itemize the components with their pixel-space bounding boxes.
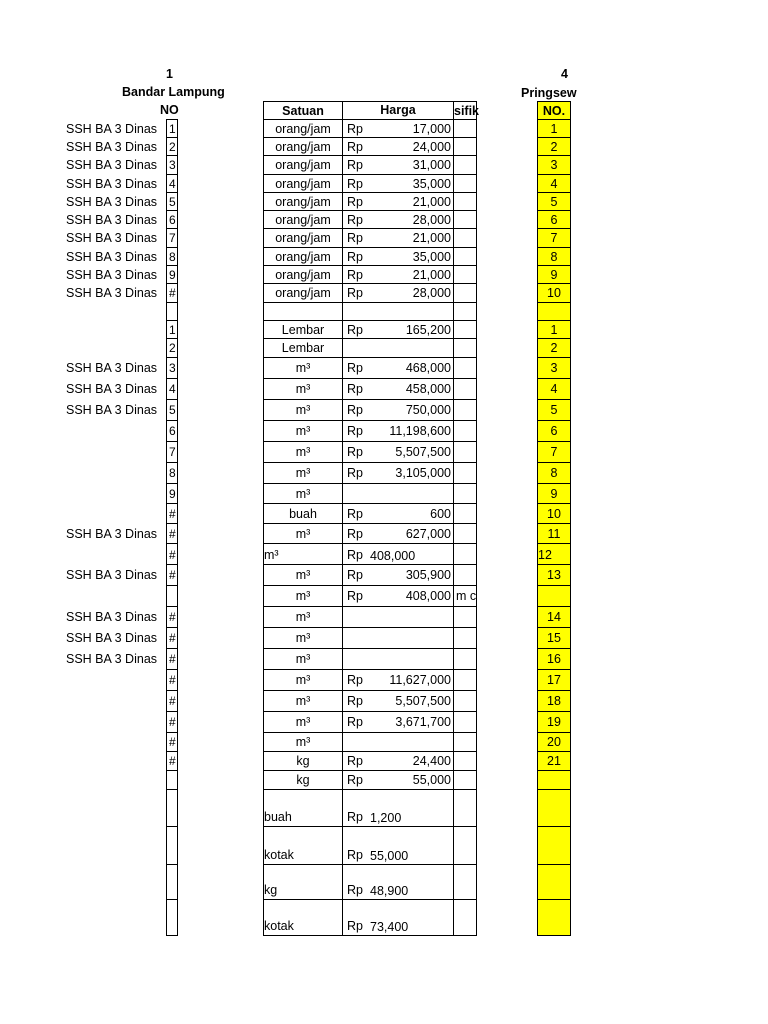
row-label: [66, 338, 162, 358]
row-harga: 31,000: [412, 158, 451, 172]
row-no4: 2: [537, 137, 571, 156]
row-satuan: m³: [263, 564, 343, 586]
row-no4: 9: [537, 483, 571, 504]
row-extra: m c: [453, 585, 477, 607]
row-label: [66, 503, 162, 524]
row-no: #: [166, 648, 178, 670]
row-satuan: orang/jam: [263, 228, 343, 248]
row-label: SSH BA 3 Dinas: [66, 267, 158, 282]
row-satuan: orang/jam: [263, 137, 343, 156]
column-4-city: Pringsew: [521, 86, 577, 100]
row-satuan: orang/jam: [263, 192, 343, 211]
row-no4: 13: [537, 564, 571, 586]
row-no4: 3: [537, 155, 571, 175]
row-rp: Rp: [342, 357, 454, 379]
row-rp: Rp: [342, 669, 454, 691]
row-label: [66, 711, 162, 733]
row-harga: 627,000: [405, 526, 451, 541]
row-satuan: m³: [263, 690, 343, 712]
row-no4: 10: [537, 503, 571, 524]
row-harga: 48,900: [370, 884, 409, 898]
row-no: 1: [166, 119, 178, 138]
row-rp: Rp: [342, 441, 454, 463]
row-label: SSH BA 3 Dinas: [66, 212, 158, 227]
row-harga: 468,000: [405, 361, 451, 375]
row-extra: [453, 357, 477, 379]
row-label: [66, 690, 162, 712]
row-no4: 1: [537, 119, 571, 138]
row-no: 3: [166, 155, 178, 175]
row-harga: 408,000: [405, 589, 451, 603]
row-satuan: m³: [263, 357, 343, 379]
row-rp: Rp: [342, 789, 454, 827]
row-harga: 28,000: [412, 286, 451, 300]
row-no: #: [166, 669, 178, 691]
row-extra: [453, 174, 477, 193]
row-label: SSH BA 3 Dinas: [66, 194, 158, 209]
row-no4: 14: [537, 606, 571, 628]
row-satuan: m³: [263, 669, 343, 691]
row-extra: [453, 302, 477, 321]
row-harga: 750,000: [405, 403, 451, 417]
row-rp: Rp: [342, 247, 454, 266]
row-extra: [453, 711, 477, 733]
row-rp: Rp: [342, 320, 454, 339]
row-no4: 4: [537, 378, 571, 400]
row-satuan: m³: [263, 378, 343, 400]
row-rp: Rp: [342, 690, 454, 712]
row-satuan: m³: [263, 648, 343, 670]
row-harga: 35,000: [412, 176, 451, 191]
row-no: 3: [166, 357, 178, 379]
row-extra: [453, 483, 477, 504]
row-no: 9: [166, 265, 178, 284]
row-no: [166, 864, 178, 900]
row-no: #: [166, 690, 178, 712]
row-extra: [453, 864, 477, 900]
row-extra: [453, 751, 477, 771]
row-satuan: m³: [263, 399, 343, 421]
row-label: SSH BA 3 Dinas: [66, 568, 158, 582]
row-harga: 28,000: [412, 212, 451, 227]
row-label: [66, 320, 162, 339]
row-rp: Rp: [342, 462, 454, 484]
row-satuan: m³: [263, 543, 343, 565]
row-no4: 10: [537, 283, 571, 303]
row-no: #: [166, 543, 178, 565]
row-harga: 600: [430, 506, 451, 521]
row-extra: [453, 420, 477, 442]
row-no4: 5: [537, 192, 571, 211]
row-extra: [453, 228, 477, 248]
row-extra: [453, 119, 477, 138]
row-no: #: [166, 523, 178, 544]
row-no4: 11: [537, 523, 571, 544]
row-extra: [453, 564, 477, 586]
row-no: 6: [166, 420, 178, 442]
row-no: #: [166, 564, 178, 586]
row-no: #: [166, 751, 178, 771]
row-rp: Rp: [342, 399, 454, 421]
row-extra: [453, 137, 477, 156]
row-satuan: kg: [263, 770, 343, 790]
row-rp: Rp: [342, 543, 454, 565]
row-no4: 18: [537, 690, 571, 712]
row-extra: [453, 627, 477, 649]
row-label: SSH BA 3 Dinas: [66, 139, 158, 154]
row-rp: Rp: [342, 503, 454, 524]
row-label: SSH BA 3 Dinas: [66, 361, 158, 375]
row-extra: [453, 690, 477, 712]
row-harga: [370, 338, 451, 358]
row-extra: [453, 523, 477, 544]
row-no4: 7: [537, 228, 571, 248]
row-no4: 20: [537, 732, 571, 752]
row-extra: [453, 283, 477, 303]
row-rp: Rp: [342, 283, 454, 303]
row-no4: 17: [537, 669, 571, 691]
row-label: [66, 669, 162, 691]
row-rp: Rp: [342, 119, 454, 138]
row-harga: 24,000: [412, 139, 451, 154]
spesifikasi-header: sifik: [453, 101, 477, 120]
row-rp: Rp: [342, 420, 454, 442]
row-extra: [453, 399, 477, 421]
row-no: 4: [166, 378, 178, 400]
row-satuan: m³: [263, 441, 343, 463]
row-harga: 3,105,000: [395, 466, 451, 480]
satuan-header: Satuan: [263, 101, 343, 120]
row-extra: [453, 669, 477, 691]
row-no: [166, 826, 178, 865]
row-label: [66, 420, 162, 442]
row-no: [166, 770, 178, 790]
row-harga: 458,000: [405, 382, 451, 396]
row-label: SSH BA 3 Dinas: [66, 382, 158, 396]
column-4-number: 4: [561, 67, 568, 81]
row-no4: 2: [537, 338, 571, 358]
row-label: SSH BA 3 Dinas: [66, 231, 158, 245]
row-harga: 3,671,700: [395, 715, 451, 729]
row-no4: 8: [537, 462, 571, 484]
row-satuan: orang/jam: [263, 174, 343, 193]
row-no: 7: [166, 441, 178, 463]
column-1-city: Bandar Lampung: [122, 85, 225, 99]
row-harga: 24,400: [412, 754, 451, 768]
row-extra: [453, 265, 477, 284]
row-harga: 21,000: [412, 194, 451, 209]
row-label: SSH BA 3 Dinas: [66, 121, 158, 136]
row-harga: [370, 648, 451, 670]
row-harga: 408,000: [370, 549, 416, 563]
row-harga: [370, 606, 451, 628]
row-harga: 73,400: [370, 920, 409, 934]
row-extra: [453, 338, 477, 358]
row-rp: Rp: [342, 137, 454, 156]
row-no4: [537, 302, 571, 321]
row-extra: [453, 320, 477, 339]
row-extra: [453, 899, 477, 936]
column-1-number: 1: [166, 67, 173, 81]
row-no: 6: [166, 210, 178, 229]
row-satuan: m³: [263, 483, 343, 504]
row-extra: [453, 210, 477, 229]
row-satuan: kotak: [263, 899, 343, 936]
row-extra: [453, 378, 477, 400]
row-satuan: orang/jam: [263, 155, 343, 175]
row-extra: [453, 648, 477, 670]
row-extra: [453, 192, 477, 211]
row-no: #: [166, 711, 178, 733]
row-satuan: kotak: [263, 826, 343, 865]
no4-header: NO.: [537, 101, 571, 120]
row-label: [66, 789, 162, 827]
row-no4: [537, 585, 571, 607]
row-rp: Rp: [342, 228, 454, 248]
row-harga: 35,000: [412, 249, 451, 264]
harga-header: Harga: [342, 101, 454, 120]
row-harga: 165,200: [405, 322, 451, 337]
row-no4: 4: [537, 174, 571, 193]
row-no: 8: [166, 247, 178, 266]
row-no4: 1: [537, 320, 571, 339]
row-label: [66, 585, 162, 607]
row-satuan: orang/jam: [263, 210, 343, 229]
row-harga: 17,000: [412, 121, 451, 136]
row-label: SSH BA 3 Dinas: [66, 403, 158, 417]
row-harga: [370, 483, 451, 504]
row-rp: Rp: [342, 751, 454, 771]
row-label: [66, 826, 162, 865]
row-label: [66, 483, 162, 504]
row-label: [66, 543, 162, 565]
row-satuan: orang/jam: [263, 247, 343, 266]
row-no: 4: [166, 174, 178, 193]
row-no: 8: [166, 462, 178, 484]
row-satuan: kg: [263, 864, 343, 900]
row-no4: 19: [537, 711, 571, 733]
row-rp: Rp: [342, 711, 454, 733]
row-satuan: orang/jam: [263, 283, 343, 303]
row-harga: 1,200: [370, 811, 402, 825]
row-satuan: m³: [263, 420, 343, 442]
row-extra: [453, 441, 477, 463]
row-harga: [370, 302, 451, 321]
row-satuan: m³: [263, 627, 343, 649]
row-no4: [537, 899, 571, 936]
row-harga: [370, 627, 451, 649]
row-satuan: m³: [263, 606, 343, 628]
row-no: 2: [166, 338, 178, 358]
row-extra: [453, 770, 477, 790]
row-no: 2: [166, 137, 178, 156]
row-satuan: [263, 302, 343, 321]
row-no: 5: [166, 399, 178, 421]
row-satuan: m³: [263, 523, 343, 544]
row-label: [66, 899, 162, 936]
row-rp: Rp: [342, 192, 454, 211]
row-harga: 5,507,500: [395, 694, 451, 708]
row-no4: 12: [537, 543, 571, 565]
row-harga: 11,627,000: [389, 673, 451, 687]
row-satuan: m³: [263, 462, 343, 484]
row-no4: 9: [537, 265, 571, 284]
row-harga: [370, 732, 451, 752]
row-satuan: Lembar: [263, 338, 343, 358]
row-no: #: [166, 606, 178, 628]
row-no: [166, 789, 178, 827]
no-header: NO: [160, 103, 179, 117]
row-no: [166, 585, 178, 607]
row-label: [66, 864, 162, 900]
row-extra: [453, 155, 477, 175]
row-label: SSH BA 3 Dinas: [66, 176, 158, 191]
row-satuan: kg: [263, 751, 343, 771]
row-no: #: [166, 283, 178, 303]
row-no: [166, 899, 178, 936]
row-harga: 55,000: [370, 849, 409, 863]
row-harga: 21,000: [412, 231, 451, 245]
row-harga: 55,000: [412, 773, 451, 787]
row-no4: [537, 789, 571, 827]
row-extra: [453, 462, 477, 484]
row-no4: 3: [537, 357, 571, 379]
row-label: SSH BA 3 Dinas: [66, 249, 158, 264]
row-no4: 5: [537, 399, 571, 421]
row-no4: [537, 826, 571, 865]
row-no: 9: [166, 483, 178, 504]
row-label: SSH BA 3 Dinas: [66, 158, 158, 172]
row-rp: Rp: [342, 378, 454, 400]
row-extra: [453, 543, 477, 565]
row-satuan: m³: [263, 732, 343, 752]
row-extra: [453, 503, 477, 524]
row-label: [66, 770, 162, 790]
row-no4: 6: [537, 210, 571, 229]
row-satuan: m³: [263, 585, 343, 607]
row-no4: 6: [537, 420, 571, 442]
row-harga: 305,900: [405, 568, 451, 582]
row-label: SSH BA 3 Dinas: [66, 610, 158, 624]
row-rp: Rp: [342, 210, 454, 229]
row-label: [66, 462, 162, 484]
row-harga: 11,198,600: [389, 424, 451, 438]
row-rp: Rp: [342, 585, 454, 607]
row-rp: Rp: [342, 770, 454, 790]
row-satuan: Lembar: [263, 320, 343, 339]
row-label: SSH BA 3 Dinas: [66, 526, 158, 541]
row-no4: 16: [537, 648, 571, 670]
row-rp: Rp: [342, 826, 454, 865]
row-rp: Rp: [342, 564, 454, 586]
row-label: SSH BA 3 Dinas: [66, 652, 158, 666]
row-satuan: orang/jam: [263, 265, 343, 284]
row-rp: Rp: [342, 265, 454, 284]
row-no: #: [166, 503, 178, 524]
row-label: [66, 732, 162, 752]
row-extra: [453, 606, 477, 628]
row-label: [66, 751, 162, 771]
row-extra: [453, 789, 477, 827]
row-extra: [453, 826, 477, 865]
row-label: [66, 441, 162, 463]
row-label: SSH BA 3 Dinas: [66, 286, 158, 300]
row-no4: [537, 770, 571, 790]
row-no4: 21: [537, 751, 571, 771]
row-satuan: m³: [263, 711, 343, 733]
row-extra: [453, 732, 477, 752]
row-satuan: orang/jam: [263, 119, 343, 138]
row-no: 5: [166, 192, 178, 211]
row-no4: 8: [537, 247, 571, 266]
row-harga: 21,000: [412, 267, 451, 282]
row-no4: 7: [537, 441, 571, 463]
row-no: 1: [166, 320, 178, 339]
row-no: [166, 302, 178, 321]
row-label: SSH BA 3 Dinas: [66, 631, 158, 645]
row-rp: Rp: [342, 899, 454, 936]
row-no4: 15: [537, 627, 571, 649]
row-extra: [453, 247, 477, 266]
row-label: [66, 302, 162, 321]
row-rp: Rp: [342, 155, 454, 175]
row-no: 7: [166, 228, 178, 248]
row-no: #: [166, 732, 178, 752]
row-no: #: [166, 627, 178, 649]
row-rp: Rp: [342, 864, 454, 900]
row-satuan: buah: [263, 503, 343, 524]
row-no4: [537, 864, 571, 900]
row-rp: Rp: [342, 174, 454, 193]
row-rp: Rp: [342, 523, 454, 544]
row-satuan: buah: [263, 789, 343, 827]
row-harga: 5,507,500: [395, 445, 451, 459]
